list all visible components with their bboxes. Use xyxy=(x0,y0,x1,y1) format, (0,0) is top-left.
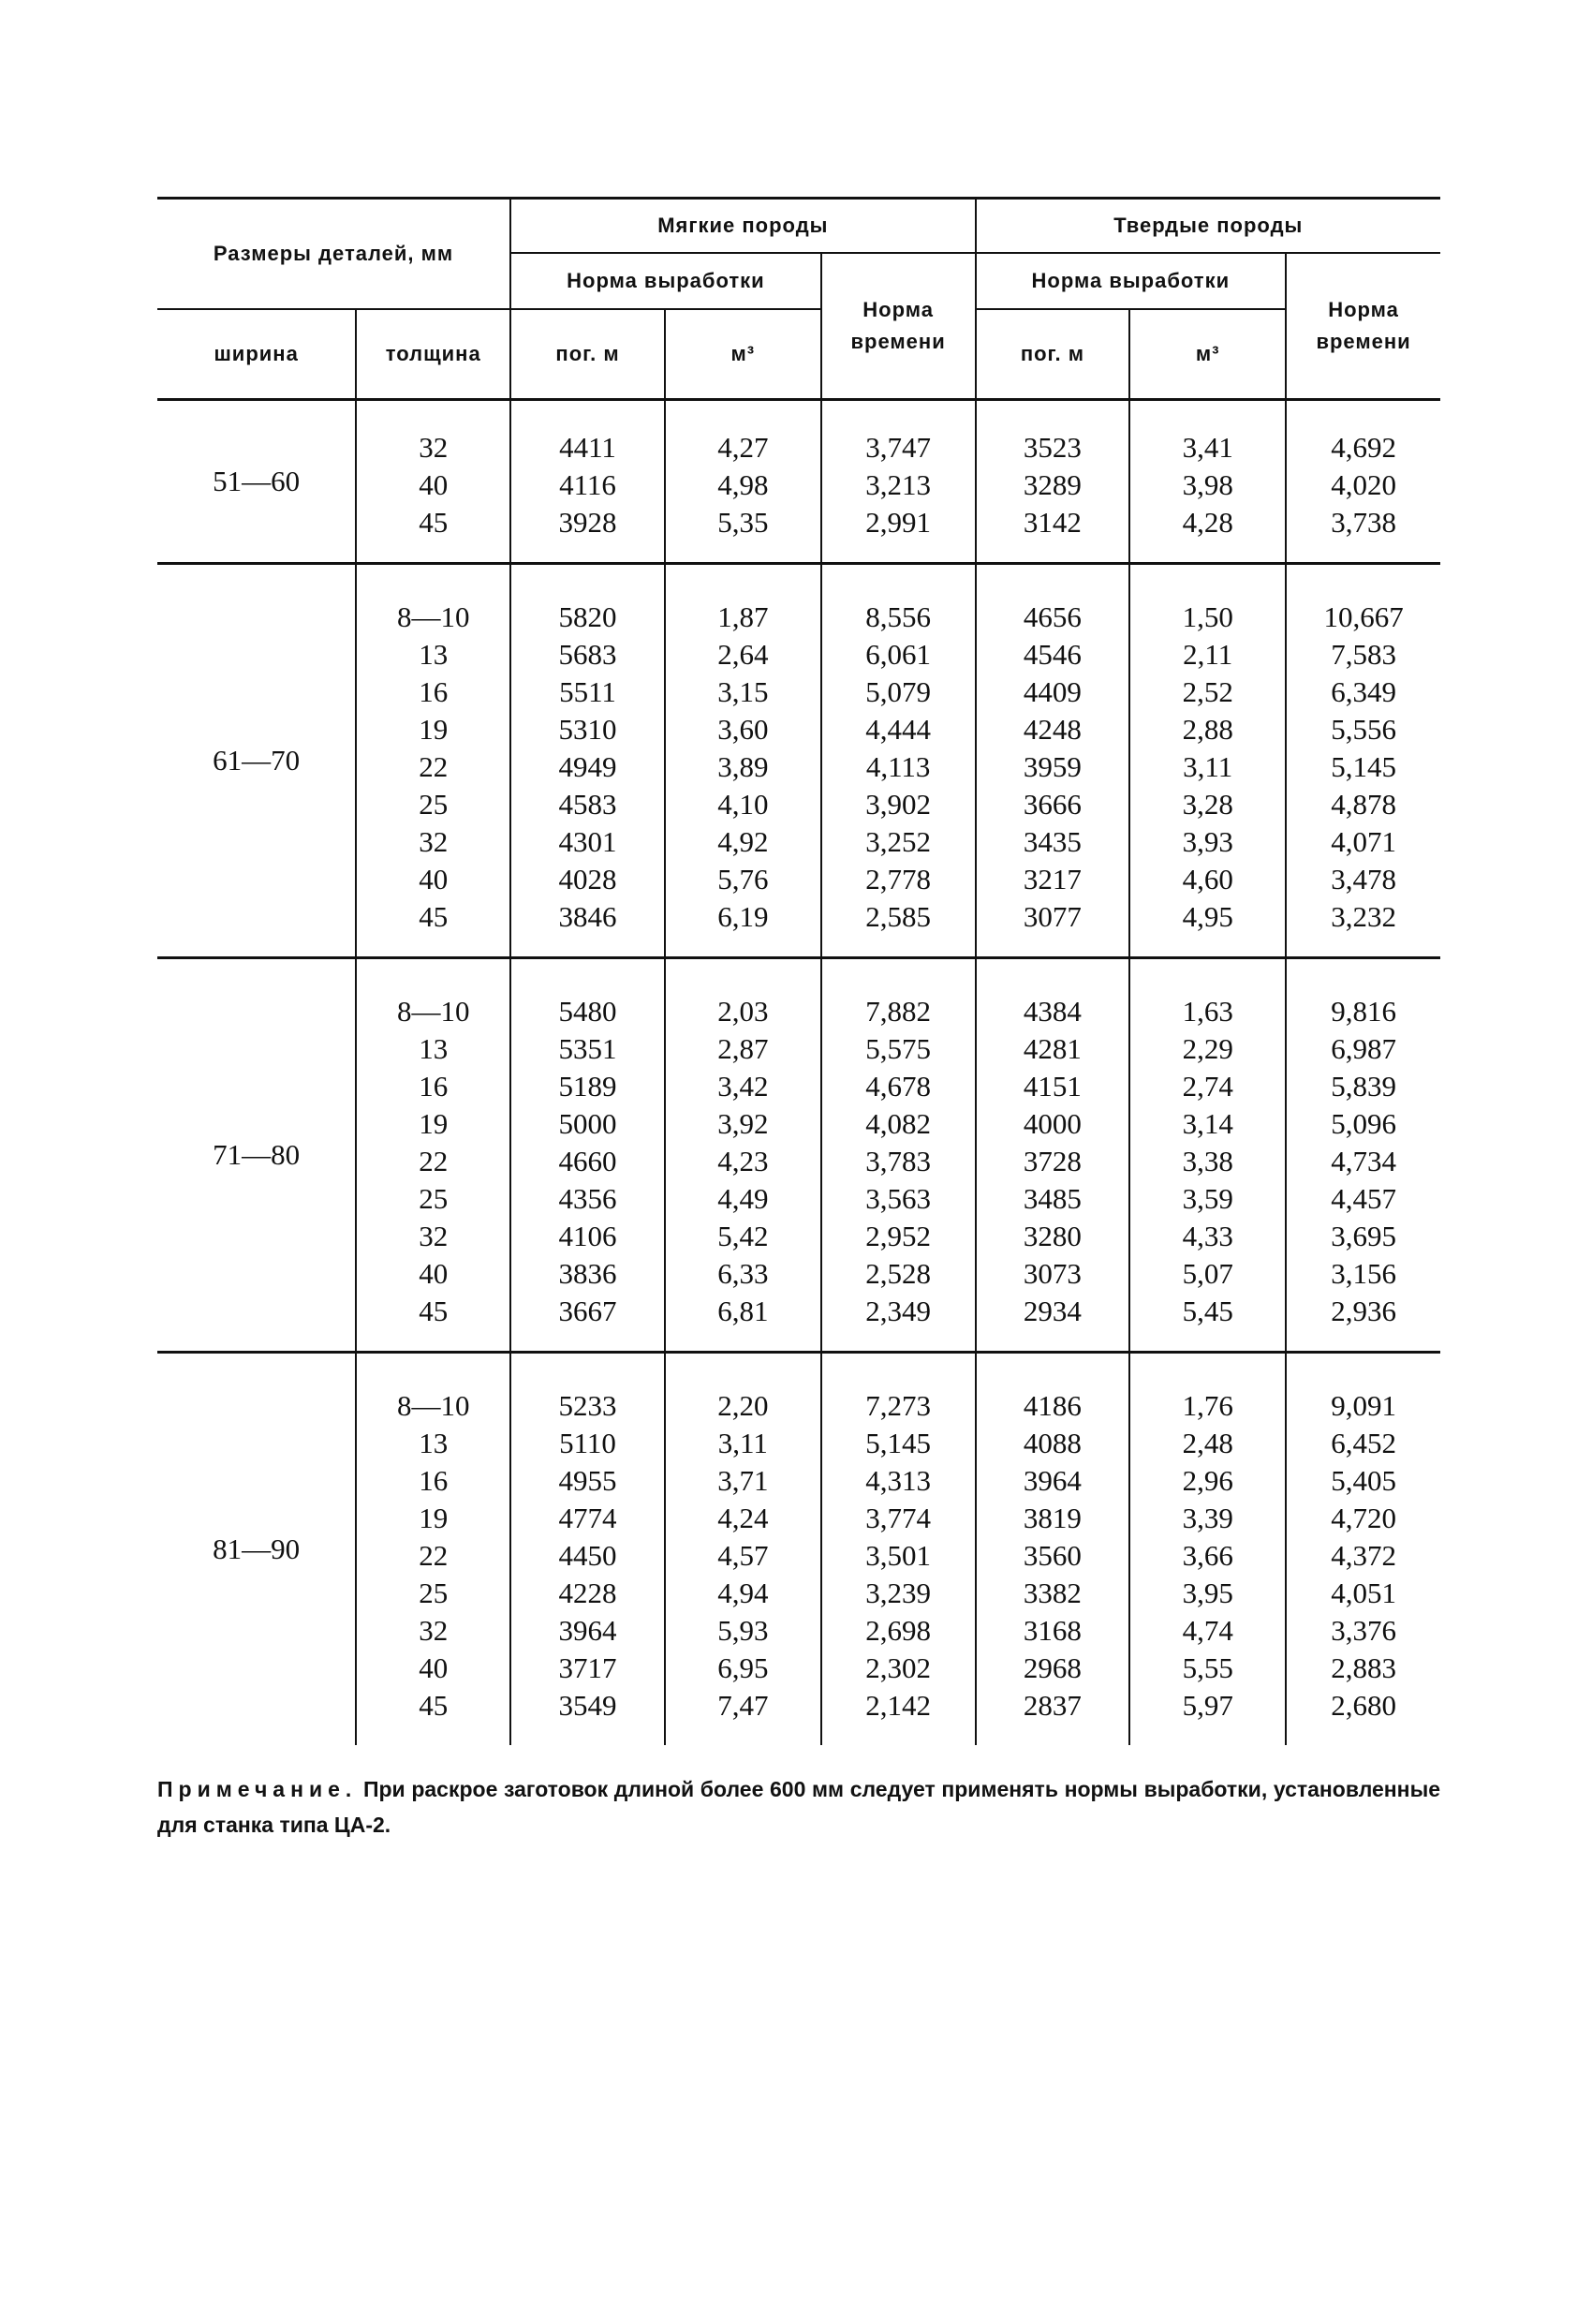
hard-time-norm-cell: 3,695 xyxy=(1286,1218,1440,1255)
hard-linear-m-cell: 3289 xyxy=(976,466,1130,504)
hard-cubic-m-cell: 4,95 xyxy=(1129,898,1286,936)
spacer-cell xyxy=(510,400,665,430)
soft-linear-m-cell: 5351 xyxy=(510,1030,665,1068)
hard-time-norm-cell: 4,051 xyxy=(1286,1575,1440,1612)
hard-time-norm-cell: 3,232 xyxy=(1286,898,1440,936)
hard-time-norm-cell: 5,145 xyxy=(1286,748,1440,786)
soft-cubic-m-cell: 5,93 xyxy=(665,1612,821,1650)
hard-linear-m-cell: 4248 xyxy=(976,711,1130,748)
soft-cubic-m-cell: 4,27 xyxy=(665,429,821,466)
spacer-cell xyxy=(510,1354,665,1387)
group-spacer xyxy=(157,959,1440,993)
thickness-cell: 16 xyxy=(356,674,510,711)
header-width: ширина xyxy=(157,309,356,400)
soft-cubic-m-cell: 3,42 xyxy=(665,1068,821,1105)
thickness-cell: 25 xyxy=(356,1575,510,1612)
spacer-cell xyxy=(356,1724,510,1745)
spacer-cell xyxy=(510,541,665,564)
hard-time-norm-cell: 10,667 xyxy=(1286,599,1440,636)
hard-linear-m-cell: 4384 xyxy=(976,993,1130,1030)
hard-linear-m-cell: 3819 xyxy=(976,1500,1130,1537)
soft-linear-m-cell: 5480 xyxy=(510,993,665,1030)
hard-time-norm-cell: 3,738 xyxy=(1286,504,1440,541)
hard-linear-m-cell: 3142 xyxy=(976,504,1130,541)
thickness-cell: 22 xyxy=(356,748,510,786)
soft-linear-m-cell: 4356 xyxy=(510,1180,665,1218)
thickness-cell: 40 xyxy=(356,1255,510,1293)
hard-cubic-m-cell: 3,41 xyxy=(1129,429,1286,466)
thickness-cell: 45 xyxy=(356,1687,510,1724)
norms-table xyxy=(157,197,1440,1745)
hard-cubic-m-cell: 2,96 xyxy=(1129,1462,1286,1500)
soft-linear-m-cell: 5189 xyxy=(510,1068,665,1105)
spacer-cell xyxy=(356,565,510,599)
spacer-cell xyxy=(665,936,821,958)
spacer-cell xyxy=(1129,541,1286,564)
thickness-cell: 22 xyxy=(356,1143,510,1180)
spacer-cell xyxy=(821,1724,976,1745)
thickness-cell: 13 xyxy=(356,1030,510,1068)
hard-time-norm-cell: 3,478 xyxy=(1286,861,1440,898)
header-soft-woods: Мягкие породы xyxy=(510,199,975,254)
spacer-cell xyxy=(665,1724,821,1745)
spacer-cell xyxy=(976,1354,1130,1387)
spacer-cell xyxy=(1286,1724,1440,1745)
soft-time-norm-cell: 8,556 xyxy=(821,599,976,636)
thickness-cell: 16 xyxy=(356,1068,510,1105)
hard-time-norm-cell: 4,878 xyxy=(1286,786,1440,823)
spacer-cell xyxy=(510,959,665,993)
soft-cubic-m-cell: 4,57 xyxy=(665,1537,821,1575)
spacer-cell xyxy=(510,1330,665,1353)
hard-cubic-m-cell: 2,88 xyxy=(1129,711,1286,748)
soft-time-norm-cell: 2,585 xyxy=(821,898,976,936)
group-width-cell: 51—60 xyxy=(213,465,301,497)
spacer-cell xyxy=(356,1330,510,1353)
spacer-cell xyxy=(1286,1354,1440,1387)
hard-cubic-m-cell: 3,11 xyxy=(1129,748,1286,786)
spacer-cell xyxy=(976,1330,1130,1353)
group-spacer xyxy=(157,400,1440,430)
header-hard-linear-m: пог. м xyxy=(976,309,1130,400)
hard-linear-m-cell: 2837 xyxy=(976,1687,1130,1724)
soft-cubic-m-cell: 5,42 xyxy=(665,1218,821,1255)
hard-time-norm-cell: 6,452 xyxy=(1286,1425,1440,1462)
soft-time-norm-cell: 4,113 xyxy=(821,748,976,786)
soft-cubic-m-cell: 2,64 xyxy=(665,636,821,674)
hard-cubic-m-cell: 5,45 xyxy=(1129,1293,1286,1330)
soft-linear-m-cell: 4583 xyxy=(510,786,665,823)
spacer-cell xyxy=(510,936,665,958)
hard-cubic-m-cell: 5,55 xyxy=(1129,1650,1286,1687)
soft-time-norm-cell: 3,501 xyxy=(821,1537,976,1575)
soft-time-norm-cell: 4,444 xyxy=(821,711,976,748)
soft-time-norm-cell: 4,082 xyxy=(821,1105,976,1143)
spacer-cell xyxy=(976,959,1130,993)
hard-time-norm-cell: 2,680 xyxy=(1286,1687,1440,1724)
footnote-lead: Примечание. xyxy=(157,1777,358,1801)
hard-linear-m-cell: 4409 xyxy=(976,674,1130,711)
spacer-cell xyxy=(1129,1330,1286,1353)
soft-cubic-m-cell: 3,92 xyxy=(665,1105,821,1143)
hard-cubic-m-cell: 3,98 xyxy=(1129,466,1286,504)
hard-time-norm-cell: 4,692 xyxy=(1286,429,1440,466)
group-spacer xyxy=(157,565,1440,599)
hard-linear-m-cell: 3077 xyxy=(976,898,1130,936)
soft-cubic-m-cell: 4,49 xyxy=(665,1180,821,1218)
hard-linear-m-cell: 4000 xyxy=(976,1105,1130,1143)
header-soft-linear-m: пог. м xyxy=(510,309,665,400)
soft-time-norm-cell: 2,349 xyxy=(821,1293,976,1330)
thickness-cell: 25 xyxy=(356,786,510,823)
spacer-cell xyxy=(356,541,510,564)
hard-cubic-m-cell: 3,93 xyxy=(1129,823,1286,861)
soft-linear-m-cell: 4949 xyxy=(510,748,665,786)
header-soft-cubic-m: м³ xyxy=(665,309,821,400)
soft-time-norm-cell: 2,302 xyxy=(821,1650,976,1687)
soft-time-norm-cell: 5,145 xyxy=(821,1425,976,1462)
hard-linear-m-cell: 3964 xyxy=(976,1462,1130,1500)
soft-time-norm-cell: 2,778 xyxy=(821,861,976,898)
thickness-cell: 25 xyxy=(356,1180,510,1218)
spacer-cell xyxy=(976,541,1130,564)
table-header xyxy=(157,199,1440,400)
hard-linear-m-cell: 3382 xyxy=(976,1575,1130,1612)
spacer-cell xyxy=(356,959,510,993)
soft-cubic-m-cell: 6,33 xyxy=(665,1255,821,1293)
thickness-cell: 16 xyxy=(356,1462,510,1500)
header-hard-cubic-m: м³ xyxy=(1129,309,1286,400)
hard-time-norm-cell: 4,071 xyxy=(1286,823,1440,861)
hard-cubic-m-cell: 3,95 xyxy=(1129,1575,1286,1612)
soft-time-norm-cell: 5,079 xyxy=(821,674,976,711)
spacer-cell xyxy=(1129,1724,1286,1745)
soft-time-norm-cell: 7,273 xyxy=(821,1387,976,1425)
group-width-cell: 71—80 xyxy=(213,1138,301,1171)
hard-linear-m-cell: 4656 xyxy=(976,599,1130,636)
soft-cubic-m-cell: 7,47 xyxy=(665,1687,821,1724)
hard-linear-m-cell: 4088 xyxy=(976,1425,1130,1462)
header-hard-time-norm: Норма времени xyxy=(1286,253,1440,400)
spacer-cell xyxy=(665,541,821,564)
soft-linear-m-cell: 3846 xyxy=(510,898,665,936)
hard-time-norm-cell: 5,839 xyxy=(1286,1068,1440,1105)
hard-cubic-m-cell: 5,97 xyxy=(1129,1687,1286,1724)
header-hard-output-norm: Норма выработки xyxy=(976,253,1287,309)
soft-linear-m-cell: 3667 xyxy=(510,1293,665,1330)
soft-cubic-m-cell: 4,98 xyxy=(665,466,821,504)
group-width-cell: 81—90 xyxy=(213,1532,301,1565)
spacer-cell xyxy=(356,936,510,958)
soft-linear-m-cell: 5820 xyxy=(510,599,665,636)
soft-time-norm-cell: 3,213 xyxy=(821,466,976,504)
group-spacer xyxy=(157,1354,1440,1387)
soft-linear-m-cell: 5233 xyxy=(510,1387,665,1425)
hard-cubic-m-cell: 2,74 xyxy=(1129,1068,1286,1105)
soft-cubic-m-cell: 4,94 xyxy=(665,1575,821,1612)
hard-time-norm-cell: 4,372 xyxy=(1286,1537,1440,1575)
soft-cubic-m-cell: 3,71 xyxy=(665,1462,821,1500)
hard-time-norm-cell: 3,156 xyxy=(1286,1255,1440,1293)
hard-time-norm-cell: 6,349 xyxy=(1286,674,1440,711)
spacer-cell xyxy=(976,565,1130,599)
hard-linear-m-cell: 3280 xyxy=(976,1218,1130,1255)
soft-linear-m-cell: 4106 xyxy=(510,1218,665,1255)
soft-linear-m-cell: 4955 xyxy=(510,1462,665,1500)
hard-cubic-m-cell: 3,39 xyxy=(1129,1500,1286,1537)
hard-linear-m-cell: 3485 xyxy=(976,1180,1130,1218)
thickness-cell: 13 xyxy=(356,636,510,674)
hard-cubic-m-cell: 3,66 xyxy=(1129,1537,1286,1575)
hard-time-norm-cell: 4,734 xyxy=(1286,1143,1440,1180)
spacer-cell xyxy=(1286,1330,1440,1353)
hard-linear-m-cell: 4546 xyxy=(976,636,1130,674)
hard-linear-m-cell: 3168 xyxy=(976,1612,1130,1650)
hard-cubic-m-cell: 3,28 xyxy=(1129,786,1286,823)
table-body xyxy=(157,400,1440,1746)
thickness-cell: 45 xyxy=(356,1293,510,1330)
hard-time-norm-cell: 4,720 xyxy=(1286,1500,1440,1537)
soft-linear-m-cell: 3717 xyxy=(510,1650,665,1687)
thickness-cell: 32 xyxy=(356,823,510,861)
hard-linear-m-cell: 3728 xyxy=(976,1143,1130,1180)
hard-time-norm-cell: 9,816 xyxy=(1286,993,1440,1030)
hard-cubic-m-cell: 4,28 xyxy=(1129,504,1286,541)
hard-time-norm-cell: 4,457 xyxy=(1286,1180,1440,1218)
thickness-cell: 19 xyxy=(356,1500,510,1537)
hard-linear-m-cell: 3217 xyxy=(976,861,1130,898)
soft-time-norm-cell: 2,528 xyxy=(821,1255,976,1293)
soft-cubic-m-cell: 5,76 xyxy=(665,861,821,898)
spacer-cell xyxy=(1286,959,1440,993)
spacer-cell xyxy=(665,1354,821,1387)
soft-time-norm-cell: 6,061 xyxy=(821,636,976,674)
soft-cubic-m-cell: 4,23 xyxy=(665,1143,821,1180)
thickness-cell: 40 xyxy=(356,861,510,898)
header-soft-time-norm: Норма времени xyxy=(821,253,976,400)
soft-linear-m-cell: 4228 xyxy=(510,1575,665,1612)
footnote-text: При раскрое заготовок длиной более 600 мм следует применять нормы выработки, установленные для станка типа ЦА-2. xyxy=(157,1777,1441,1837)
soft-time-norm-cell: 3,239 xyxy=(821,1575,976,1612)
hard-linear-m-cell: 4151 xyxy=(976,1068,1130,1105)
spacer-cell xyxy=(1129,936,1286,958)
hard-time-norm-cell: 5,405 xyxy=(1286,1462,1440,1500)
spacer-cell xyxy=(1129,400,1286,430)
spacer-cell xyxy=(821,1354,976,1387)
soft-cubic-m-cell: 1,87 xyxy=(665,599,821,636)
spacer-cell xyxy=(821,400,976,430)
hard-linear-m-cell: 2968 xyxy=(976,1650,1130,1687)
thickness-cell: 19 xyxy=(356,1105,510,1143)
thickness-cell: 45 xyxy=(356,898,510,936)
soft-cubic-m-cell: 2,87 xyxy=(665,1030,821,1068)
spacer-cell xyxy=(665,565,821,599)
hard-cubic-m-cell: 2,48 xyxy=(1129,1425,1286,1462)
soft-time-norm-cell: 3,563 xyxy=(821,1180,976,1218)
hard-linear-m-cell: 3435 xyxy=(976,823,1130,861)
soft-time-norm-cell: 3,747 xyxy=(821,429,976,466)
hard-cubic-m-cell: 3,38 xyxy=(1129,1143,1286,1180)
soft-time-norm-cell: 4,313 xyxy=(821,1462,976,1500)
spacer-cell xyxy=(1286,400,1440,430)
soft-linear-m-cell: 4116 xyxy=(510,466,665,504)
soft-cubic-m-cell: 6,19 xyxy=(665,898,821,936)
soft-cubic-m-cell: 2,03 xyxy=(665,993,821,1030)
soft-time-norm-cell: 2,991 xyxy=(821,504,976,541)
thickness-cell: 19 xyxy=(356,711,510,748)
spacer-cell xyxy=(1129,959,1286,993)
soft-linear-m-cell: 3928 xyxy=(510,504,665,541)
hard-cubic-m-cell: 1,63 xyxy=(1129,993,1286,1030)
soft-time-norm-cell: 3,774 xyxy=(821,1500,976,1537)
hard-time-norm-cell: 4,020 xyxy=(1286,466,1440,504)
thickness-cell: 32 xyxy=(356,429,510,466)
thickness-cell: 8—10 xyxy=(356,599,510,636)
soft-linear-m-cell: 4411 xyxy=(510,429,665,466)
soft-time-norm-cell: 2,142 xyxy=(821,1687,976,1724)
spacer-cell xyxy=(356,1354,510,1387)
soft-linear-m-cell: 4301 xyxy=(510,823,665,861)
soft-linear-m-cell: 4774 xyxy=(510,1500,665,1537)
header-thickness: толщина xyxy=(356,309,510,400)
spacer-cell xyxy=(1129,565,1286,599)
spacer-cell xyxy=(1286,541,1440,564)
hard-cubic-m-cell: 4,74 xyxy=(1129,1612,1286,1650)
spacer-cell xyxy=(510,565,665,599)
hard-linear-m-cell: 3523 xyxy=(976,429,1130,466)
spacer-cell xyxy=(510,1724,665,1745)
hard-time-norm-cell: 9,091 xyxy=(1286,1387,1440,1425)
hard-time-norm-cell: 3,376 xyxy=(1286,1612,1440,1650)
hard-cubic-m-cell: 1,76 xyxy=(1129,1387,1286,1425)
thickness-cell: 8—10 xyxy=(356,1387,510,1425)
spacer-cell xyxy=(665,400,821,430)
spacer-cell xyxy=(665,959,821,993)
hard-linear-m-cell: 4281 xyxy=(976,1030,1130,1068)
spacer-cell xyxy=(976,400,1130,430)
soft-time-norm-cell: 4,678 xyxy=(821,1068,976,1105)
spacer-cell xyxy=(976,1724,1130,1745)
spacer-cell xyxy=(1286,936,1440,958)
hard-time-norm-cell: 2,936 xyxy=(1286,1293,1440,1330)
soft-time-norm-cell: 2,698 xyxy=(821,1612,976,1650)
spacer-cell xyxy=(1129,1354,1286,1387)
soft-cubic-m-cell: 2,20 xyxy=(665,1387,821,1425)
hard-linear-m-cell: 3959 xyxy=(976,748,1130,786)
soft-linear-m-cell: 5310 xyxy=(510,711,665,748)
spacer-cell xyxy=(821,1330,976,1353)
soft-time-norm-cell: 3,902 xyxy=(821,786,976,823)
thickness-cell: 13 xyxy=(356,1425,510,1462)
soft-time-norm-cell: 3,783 xyxy=(821,1143,976,1180)
hard-cubic-m-cell: 3,14 xyxy=(1129,1105,1286,1143)
spacer-cell xyxy=(821,541,976,564)
soft-cubic-m-cell: 6,81 xyxy=(665,1293,821,1330)
hard-linear-m-cell: 3560 xyxy=(976,1537,1130,1575)
hard-linear-m-cell: 4186 xyxy=(976,1387,1130,1425)
hard-cubic-m-cell: 5,07 xyxy=(1129,1255,1286,1293)
spacer-cell xyxy=(821,565,976,599)
document-page xyxy=(157,197,1440,1864)
hard-linear-m-cell: 3666 xyxy=(976,786,1130,823)
footnote xyxy=(157,1771,1440,1843)
soft-linear-m-cell: 3549 xyxy=(510,1687,665,1724)
thickness-cell: 45 xyxy=(356,504,510,541)
spacer-cell xyxy=(976,936,1130,958)
soft-cubic-m-cell: 4,92 xyxy=(665,823,821,861)
spacer-cell xyxy=(821,959,976,993)
soft-linear-m-cell: 3964 xyxy=(510,1612,665,1650)
hard-cubic-m-cell: 2,29 xyxy=(1129,1030,1286,1068)
hard-cubic-m-cell: 4,60 xyxy=(1129,861,1286,898)
soft-cubic-m-cell: 4,10 xyxy=(665,786,821,823)
soft-cubic-m-cell: 4,24 xyxy=(665,1500,821,1537)
hard-time-norm-cell: 2,883 xyxy=(1286,1650,1440,1687)
soft-linear-m-cell: 5511 xyxy=(510,674,665,711)
spacer-cell xyxy=(665,1330,821,1353)
thickness-cell: 22 xyxy=(356,1537,510,1575)
spacer-cell xyxy=(821,936,976,958)
spacer-cell xyxy=(356,400,510,430)
spacer-cell xyxy=(1286,565,1440,599)
hard-cubic-m-cell: 4,33 xyxy=(1129,1218,1286,1255)
soft-linear-m-cell: 4660 xyxy=(510,1143,665,1180)
soft-linear-m-cell: 4028 xyxy=(510,861,665,898)
soft-linear-m-cell: 5683 xyxy=(510,636,665,674)
soft-time-norm-cell: 3,252 xyxy=(821,823,976,861)
hard-time-norm-cell: 7,583 xyxy=(1286,636,1440,674)
group-width-cell: 61—70 xyxy=(213,744,301,777)
hard-time-norm-cell: 5,096 xyxy=(1286,1105,1440,1143)
thickness-cell: 32 xyxy=(356,1612,510,1650)
header-hard-woods: Твердые породы xyxy=(976,199,1440,254)
soft-cubic-m-cell: 6,95 xyxy=(665,1650,821,1687)
hard-time-norm-cell: 5,556 xyxy=(1286,711,1440,748)
hard-cubic-m-cell: 2,52 xyxy=(1129,674,1286,711)
soft-cubic-m-cell: 5,35 xyxy=(665,504,821,541)
hard-linear-m-cell: 2934 xyxy=(976,1293,1130,1330)
soft-cubic-m-cell: 3,11 xyxy=(665,1425,821,1462)
hard-linear-m-cell: 3073 xyxy=(976,1255,1130,1293)
hard-cubic-m-cell: 2,11 xyxy=(1129,636,1286,674)
header-soft-output-norm: Норма выработки xyxy=(510,253,821,309)
soft-linear-m-cell: 5110 xyxy=(510,1425,665,1462)
soft-time-norm-cell: 7,882 xyxy=(821,993,976,1030)
thickness-cell: 32 xyxy=(356,1218,510,1255)
soft-linear-m-cell: 5000 xyxy=(510,1105,665,1143)
hard-cubic-m-cell: 3,59 xyxy=(1129,1180,1286,1218)
soft-linear-m-cell: 3836 xyxy=(510,1255,665,1293)
hard-time-norm-cell: 6,987 xyxy=(1286,1030,1440,1068)
soft-linear-m-cell: 4450 xyxy=(510,1537,665,1575)
soft-time-norm-cell: 2,952 xyxy=(821,1218,976,1255)
header-sizes: Размеры деталей, мм xyxy=(213,242,454,265)
thickness-cell: 8—10 xyxy=(356,993,510,1030)
soft-time-norm-cell: 5,575 xyxy=(821,1030,976,1068)
soft-cubic-m-cell: 3,89 xyxy=(665,748,821,786)
soft-cubic-m-cell: 3,15 xyxy=(665,674,821,711)
hard-cubic-m-cell: 1,50 xyxy=(1129,599,1286,636)
soft-cubic-m-cell: 3,60 xyxy=(665,711,821,748)
thickness-cell: 40 xyxy=(356,1650,510,1687)
thickness-cell: 40 xyxy=(356,466,510,504)
